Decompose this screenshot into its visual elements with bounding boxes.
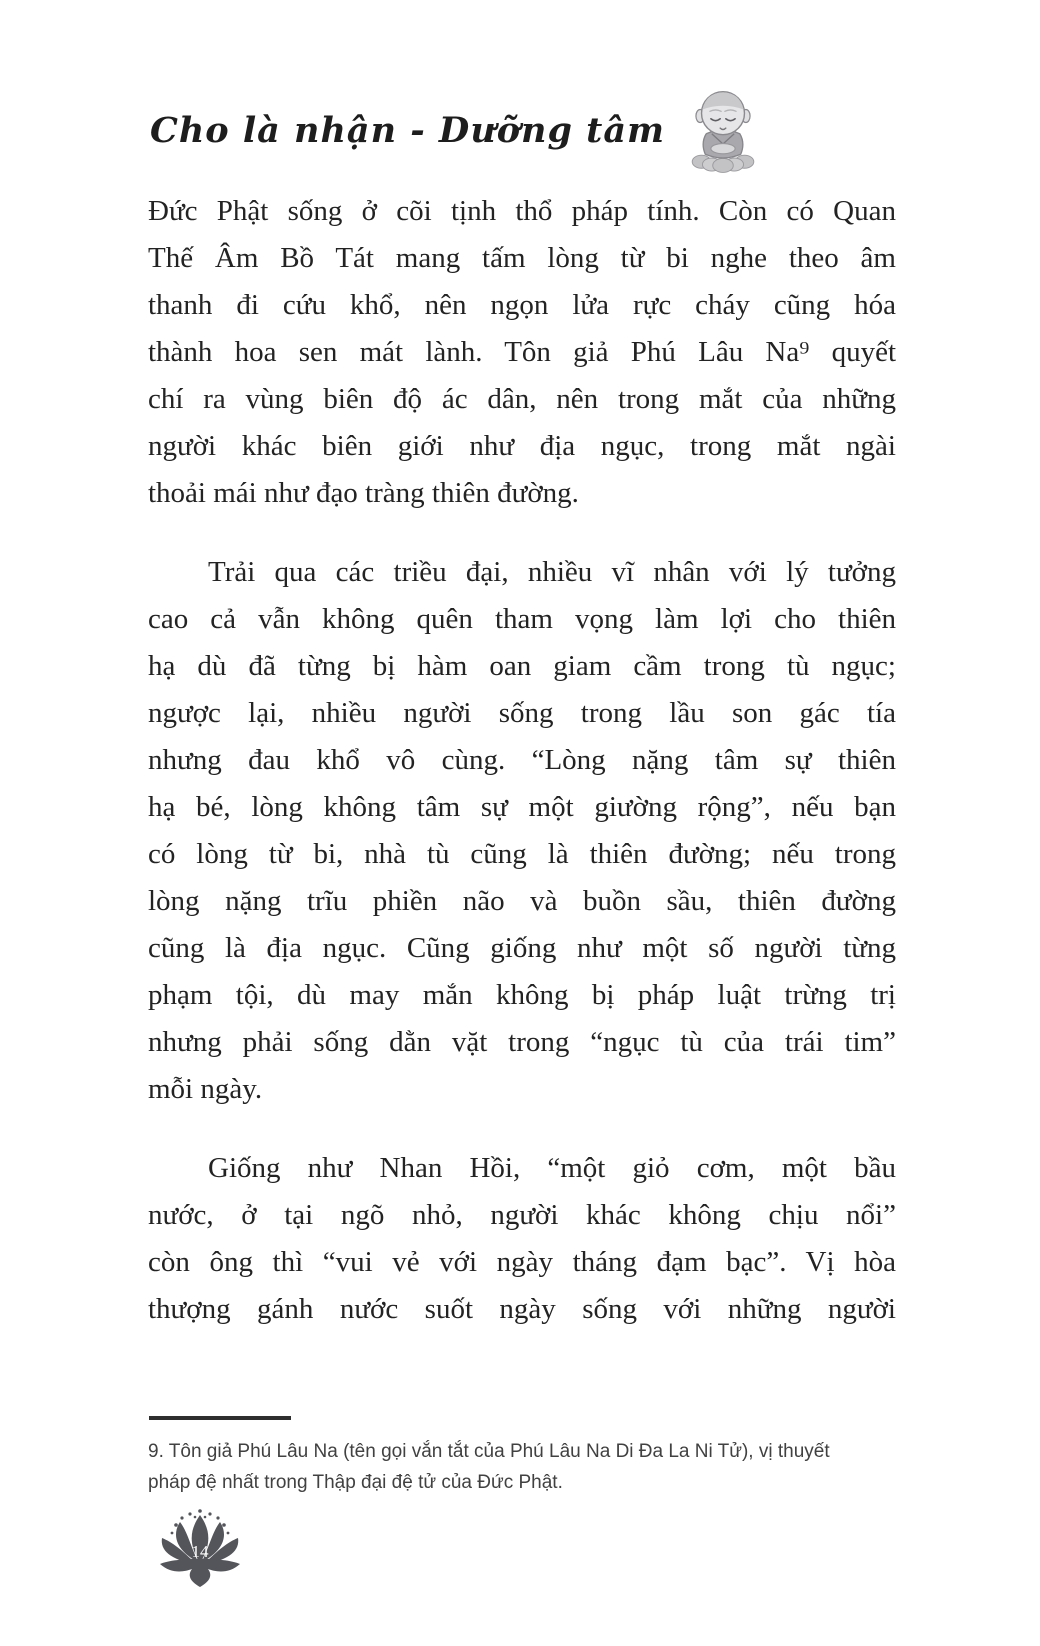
page-header-title: Cho là nhận - Dưỡng tâm <box>150 109 666 151</box>
text-line: nhưng phải sống dằn vặt trong “ngục tù của trái tim” <box>148 1026 896 1058</box>
text-line: thành hoa sen mát lành. Tôn giả Phú Lâu Na⁹ quyết <box>148 336 896 368</box>
text-line: Trải qua các triều đại, nhiều vĩ nhân với lý tưởng <box>208 556 896 588</box>
footnote-divider <box>149 1416 291 1420</box>
page-number: 14 <box>191 1542 209 1561</box>
text-line: nhưng đau khổ vô cùng. “Lòng nặng tâm sự thiên <box>148 744 896 776</box>
text-line: mỗi ngày. <box>148 1073 263 1105</box>
text-line: thanh đi cứu khổ, nên ngọn lửa rực cháy cũng hóa <box>148 289 896 321</box>
text-line: chí ra vùng biên độ ác dân, nên trong mắt của những <box>148 383 896 415</box>
lotus-flower-icon <box>152 1506 248 1590</box>
text-line: thoải mái như đạo tràng thiên đường. <box>148 477 579 509</box>
text-line: Giống như Nhan Hồi, “một giỏ cơm, một bầu <box>208 1152 896 1184</box>
body-text <box>148 188 896 1365</box>
text-line: phạm tội, dù may mắn không bị pháp luật trừng trị <box>148 979 896 1011</box>
text-line: Thế Âm Bồ Tát mang tấm lòng từ bi nghe theo âm <box>148 242 896 274</box>
text-line: thượng gánh nước suốt ngày sống với những người <box>148 1293 896 1325</box>
footnote-line: 9. Tôn giả Phú Lâu Na (tên gọi vắn tắt của Phú Lâu Na Di Đa La Ni Tử), vị thuyết <box>148 1441 830 1462</box>
paragraph <box>148 188 896 517</box>
text-line: hạ dù đã từng bị hàm oan giam cầm trong tù ngục; <box>148 650 896 682</box>
text-line: hạ bé, lòng không tâm sự một giường rộng”, nếu bạn <box>148 791 896 823</box>
text-line: nước, ở tại ngõ nhỏ, người khác không chịu nổi” <box>148 1199 896 1231</box>
text-line: cũng là địa ngục. Cũng giống như một số người từng <box>148 932 896 964</box>
text-line: có lòng từ bi, nhà tù cũng là thiên đường; nếu trong <box>148 838 896 870</box>
page-header <box>150 84 765 176</box>
paragraph <box>148 1145 896 1333</box>
text-line: người khác biên giới như địa ngục, trong mắt ngài <box>148 430 896 462</box>
text-line: Đức Phật sống ở cõi tịnh thổ pháp tính. Còn có Quan <box>148 195 896 227</box>
text-line: lòng nặng trĩu phiền não và buồn sầu, thiên đường <box>148 885 896 917</box>
meditating-monk-icon <box>681 84 765 176</box>
text-line: còn ông thì “vui vẻ với ngày tháng đạm bạc”. Vị hòa <box>148 1246 896 1278</box>
text-line: cao cả vẫn không quên tham vọng làm lợi cho thiên <box>148 603 896 635</box>
footnote <box>148 1436 938 1498</box>
text-line: ngược lại, nhiều người sống trong lầu son gác tía <box>148 697 896 729</box>
paragraph <box>148 549 896 1113</box>
footnote-line: pháp đệ nhất trong Thập đại đệ tử của Đức Phật. <box>148 1472 563 1493</box>
